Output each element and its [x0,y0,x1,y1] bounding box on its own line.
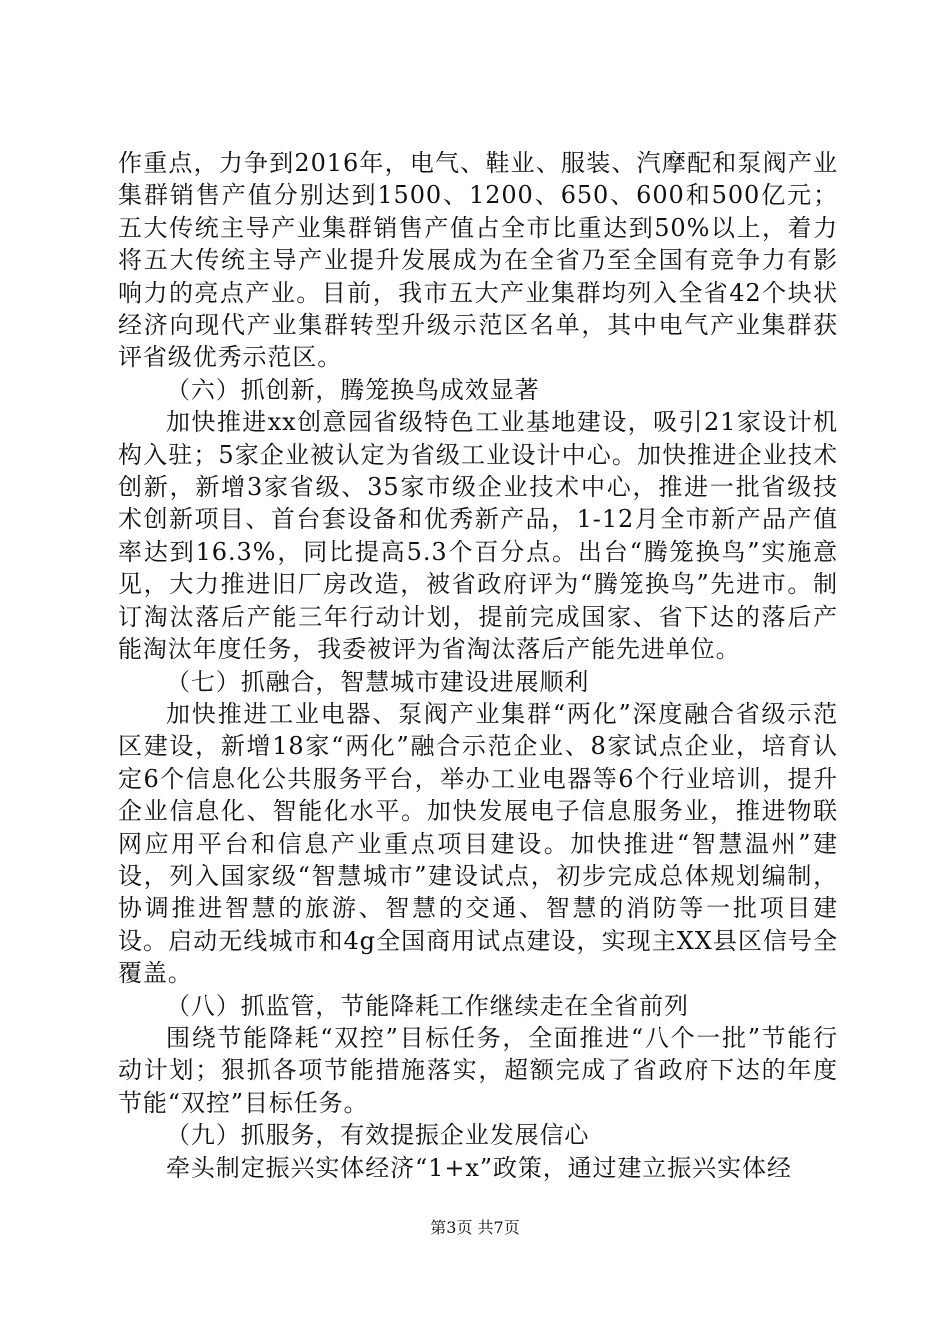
page-number: 第3页 共7页 [430,1218,520,1237]
section-heading-6: （六）抓创新，腾笼换鸟成效显著 [166,375,540,404]
page-footer [0,1215,950,1238]
paragraph-service: 牵头制定振兴实体经济“1+x”政策，通过建立振兴实体经 [166,1153,792,1182]
paragraph-energy-saving: 围绕节能降耗“双控”目标任务，全面推进“八个一批”节能行动计划；狠抓各项节能措施落实，超额完成了省政府下达的年度节能“双控”目标任务。 [118,1023,838,1117]
paragraph-integration: 加快推进工业电器、泵阀产业集群“两化”深度融合省级示范区建设，新增18家“两化”融合示范企业、8家试点企业，培育认定6个信息化公共服务平台，举办工业电器等6个行业培训，提升企业信息化、智能化水平。加快发展电子信息服务业，推进物联网应用平台和信息产业重点项目建设。加快推进“智慧温州”建设，列入国家级“智慧城市”建设试点，初步完成总体规划编制，协调推进智慧的旅游、智慧的交通、智慧的消防等一批项目建设。启动无线城市和4g全国商用试点建设，实现主XX县区信号全覆盖。 [118,699,838,988]
paragraph-continuation: 作重点，力争到2016年，电气、鞋业、服装、汽摩配和泵阀产业集群销售产值分别达到1500、1200、650、600和500亿元；五大传统主导产业集群销售产值占全市比重达到50%以上，着力将五大传统主导产业提升发展成为在全省乃至全国有竞争力有影响力的亮点产业。目前，我市五大产业集群均列入全省42个块状经济向现代产业集群转型升级示范区名单，其中电气产业集群获评省级优秀示范区。 [118,149,838,372]
document-body [118,147,838,1184]
section-heading-7: （七）抓融合，智慧城市建设进展顺利 [166,667,590,696]
paragraph-innovation: 加快推进xx创意园省级特色工业基地建设，吸引21家设计机构入驻；5家企业被认定为省级工业设计中心。加快推进企业技术创新，新增3家省级、35家市级企业技术中心，推进一批省级技术创新项目、首台套设备和优秀新产品，1-12月全市新产品产值率达到16.3%，同比提高5.3个百分点。出台“腾笼换鸟”实施意见，大力推进旧厂房改造，被省政府评为“腾笼换鸟”先进市。制订淘汰落后产能三年行动计划，提前完成国家、省下达的落后产能淘汰年度任务，我委被评为省淘汰落后产能先进单位。 [118,408,838,664]
section-heading-9: （九）抓服务，有效提振企业发展信心 [166,1121,590,1150]
section-heading-8: （八）抓监管，节能降耗工作继续走在全省前列 [166,991,689,1020]
